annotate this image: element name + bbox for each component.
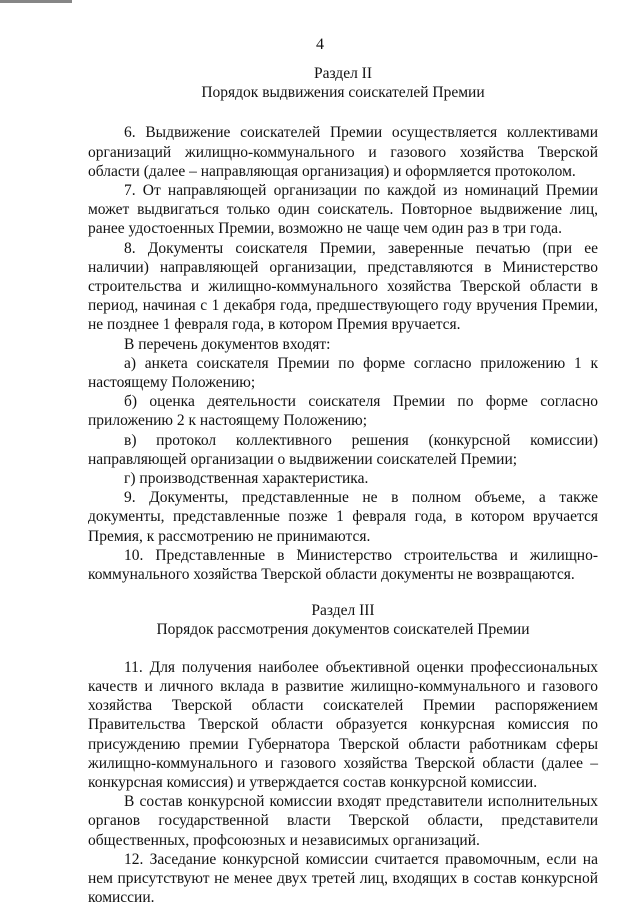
paragraph-9: 9. Документы, представленные не в полном объеме, а также документы, представленные позже 1 февраля года, в котором вручается Премия, к рассмотрению не принимаются. xyxy=(88,489,598,545)
paragraph-10: 10. Представленные в Министерство строительства и жилищно-коммунального хозяйства Тверской области документы не возвращаются. xyxy=(88,546,598,584)
commission-composition-paragraph: В состав конкурсной комиссии входят представители исполнительных органов государственной власти Тверской области, представители общественных, профсоюзных и независимых организаций. xyxy=(88,793,598,849)
list-item-a: а) анкета соискателя Премии по форме согласно приложению 1 к настоящему Положению; xyxy=(88,354,598,392)
paragraph-7: 7. От направляющей организации по каждой из номинаций Премии может выдвигаться только один соискатель. Повторное выдвижение лиц, ранее удостоенных Премии, возможно не чаще чем один раз в три года. xyxy=(88,182,598,238)
paragraph-12: 12. Заседание конкурсной комиссии считается правомочным, если на нем присутствуют не менее двух третей лиц, входящих в состав конкурсной комиссии. xyxy=(88,850,598,907)
page-number: 4 xyxy=(316,36,324,53)
section-3-subtitle: Порядок рассмотрения документов соискателей Премии xyxy=(156,621,530,639)
documents-list-intro: В перечень документов входят: xyxy=(124,335,331,353)
paragraph-8: 8. Документы соискателя Премии, заверенные печатью (при ее наличии) направляющей организации, представляются в Министерство строительства и жилищно-коммунального хозяйства Тверской области в период, начиная с 1 декабря года, предшествующего году вручения Премии, не позднее 1 февраля года, в котором Премия вручается. xyxy=(88,239,598,334)
section-2-subtitle: Порядок выдвижения соискателей Премии xyxy=(201,84,485,102)
document-body xyxy=(88,60,598,907)
list-item-g: г) производственная характеристика. xyxy=(124,470,369,488)
paragraph-11: 11. Для получения наиболее объективной оценки профессиональных качеств и личного вклада в развитие жилищно-коммунального и газового хозяйства Тверской области соискателей Премии распоряжением Правительства Тверской области образуется конкурсная комиссия по присуждению премии Губернатора Тверской области работникам сферы жилищно-коммунального и газового хозяйства Тверской области (далее – конкурсная комиссия) и утверждается состав конкурсной комиссии. xyxy=(88,658,598,791)
paragraph-6: 6. Выдвижение соискателей Премии осуществляется коллективами организаций жилищно-коммунального и газового хозяйства Тверской области (далее – направляющая организация) и оформляется протоколом. xyxy=(88,124,598,180)
section-3-title: Раздел III xyxy=(311,602,375,620)
scan-edge-mark xyxy=(0,0,72,3)
section-2-title: Раздел II xyxy=(313,65,373,82)
list-item-v: в) протокол коллективного решения (конкурсной комиссии) направляющей организации о выдвижении соискателей Премии; xyxy=(88,431,598,468)
list-item-b: б) оценка деятельности соискателя Премии по форме согласно приложению 2 к настоящему Положению; xyxy=(88,393,598,430)
